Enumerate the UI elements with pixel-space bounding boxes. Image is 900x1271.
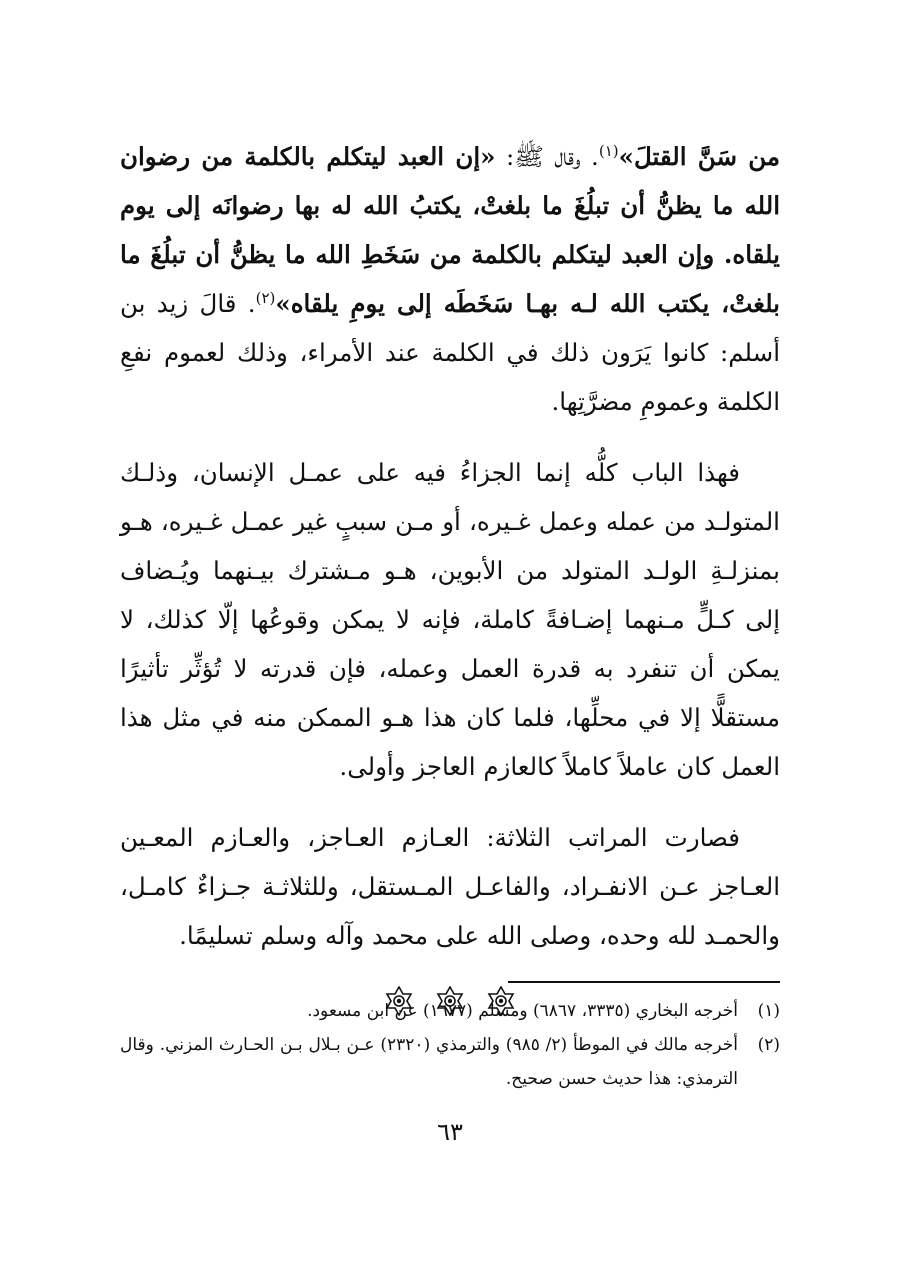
footnotes <box>120 994 780 1096</box>
footnote-text: أخرجه البخاري (٣٣٣٥، ٦٨٦٧) ومسلم (١٦٧٧) عن ابن مسعود. <box>307 1001 738 1021</box>
footnote-ref-1[interactable]: (١) <box>598 141 619 160</box>
hadith-quote: «إن العبد ليتكلم بالكلمة من رضوان الله ما يظنُّ أن تبلُغَ ما بلغتْ، يكتبُ الله له بها رضوانَه إلى يوم يلقاه. وإن العبد ليتكلم بالكلمة من سَخَطِ الله ما يظنُّ أن تبلُغَ ما بلغتْ، يكتب الله لـه بهـا سَخَطَه إلى يومِ يلقاه» <box>120 142 781 318</box>
quote-fragment: من سَنَّ القتلَ» <box>618 142 781 171</box>
page-number: ٦٣ <box>437 1118 463 1146</box>
footnote-text: أخرجه مالك في الموطأ (٢/ ٩٨٥) والترمذي (٢٣٢٠) عـن بـلال بـن الحـارث المزني. وقال الترمذي: هذا حديث حسن صحيح. <box>120 1035 739 1089</box>
narration-intro: . وقال ﷺ: <box>495 142 599 171</box>
paragraph-1 <box>120 132 780 426</box>
footnote-ref-2[interactable]: (٢) <box>255 288 276 307</box>
footnote-number: (٢) <box>757 1035 780 1055</box>
footnote-separator <box>508 981 780 983</box>
footnote-number: (١) <box>757 1001 780 1021</box>
paragraph-2: فهذا الباب كلُّه إنما الجزاءُ فيه على عمـل الإنسان، وذلـك المتولـد من عمله وعمل غـيره، أو مـن سببٍ غير عمـل غـيره، هـو بمنزلـةِ الولـد المتولد من الأبوين، هـو مـشترك بيـنهما ويُـضاف إلى كـلٍّ مـنهما إضـافةً كاملة، فإنه لا يمكن وقوعُها إلّا كذلك، لا يمكن أن تنفرد به قدرة العمل وعمله، فإن قدرته لا تُؤثِّر تأثيرًا مستقلًّا إلا في محلِّها، فلما كان هذا هـو الممكن منه في مثل هذا العمل كان عاملاً كاملاً كالعازم العاجز وأولى. <box>120 458 780 781</box>
footnote-1 <box>120 994 780 1028</box>
paragraph-3: فصارت المراتب الثلاثة: العـازم العـاجز، والعـازم المعـين العـاجز عـن الانفـراد، والفاعـل المـستقل، وللثلاثـة جـزاءٌ كامـل، والحمـد لله وحده، وصلى الله على محمد وآله وسلم تسليمًا. <box>120 823 780 950</box>
main-text <box>120 132 780 1026</box>
footnote-2 <box>120 1028 780 1096</box>
paragraph-1-tail: . قالَ زيد بن أسلم: كانوا يَرَون ذلك في الكلمة عند الأمراء، وذلك لعموم نفعِ الكلمة وعمومِ مضرَّتِها. <box>120 289 780 416</box>
